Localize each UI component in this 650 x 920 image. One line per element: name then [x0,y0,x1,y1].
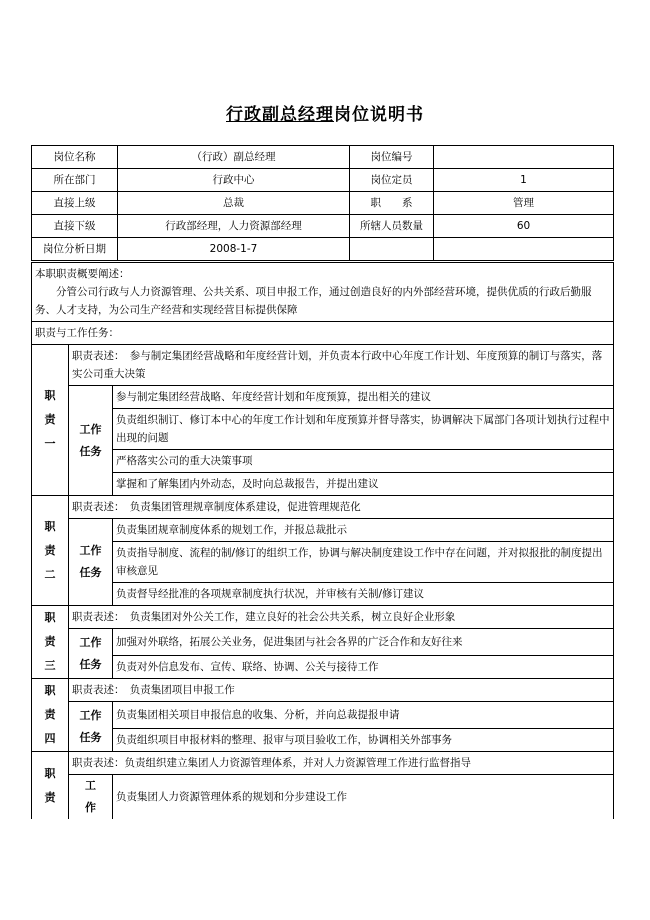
task-item: 掌握和了解集团内外动态，及时向总裁报告，并提出建议 [113,473,614,496]
task-item: 负责集团相关项目申报信息的收集、分析，并向总裁提报申请 [113,702,614,729]
task-row [32,629,614,656]
task-row [32,656,614,679]
info-value: （行政）副总经理 [118,146,350,169]
duty-label: 职 责 四 [32,679,69,752]
page-title [0,100,650,125]
basic-info-table [31,145,614,261]
task-label: 工作 任务 [69,386,113,496]
duty-description: 职责表述： 负责集团对外公关工作，建立良好的社会公共关系，树立良好企业形象 [69,606,614,629]
duty-desc-row [32,679,614,702]
task-row [32,519,614,542]
info-empty [434,238,614,261]
info-label: 所辖人员数量 [350,215,434,238]
task-item: 负责组织项目申报材料的整理、报审与项目验收工作，协调相关外部事务 [113,729,614,752]
duties-heading-row [32,322,614,345]
info-label: 直接上级 [32,192,118,215]
task-label: 工 作 [69,775,113,820]
task-row [32,729,614,752]
task-row [32,542,614,583]
duty-desc-row [32,496,614,519]
task-item: 参与制定集团经营战略、年度经营计划和年度预算，提出相关的建议 [113,386,614,409]
duty-label: 职 责 一 [32,345,69,496]
duty-desc-row [32,345,614,386]
info-empty [350,238,434,261]
info-value: 行政中心 [118,169,350,192]
info-value: 60 [434,215,614,238]
task-row [32,702,614,729]
info-label: 职 系 [350,192,434,215]
duty-description: 职责表述： 参与制定集团经营战略和年度经营计划，并负责本行政中心年度工作计划、年度预算的制订与落实，落实公司重大决策 [69,345,614,386]
info-label: 岗位名称 [32,146,118,169]
summary-row [32,263,614,322]
task-row [32,583,614,606]
duty-desc-row [32,752,614,775]
task-item: 负责对外信息发布、宣传、联络、协调、公关与接待工作 [113,656,614,679]
task-label: 工作 任务 [69,702,113,752]
info-row [32,215,614,238]
task-row [32,775,614,820]
task-row [32,450,614,473]
duty-label: 职 责 二 [32,496,69,606]
info-value: 1 [434,169,614,192]
task-item: 严格落实公司的重大决策事项 [113,450,614,473]
task-item: 负责指导制度、流程的制/修订的组织工作，协调与解决制度建设工作中存在问题，并对拟报批的制度提出审核意见 [113,542,614,583]
task-row [32,473,614,496]
info-label: 直接下级 [32,215,118,238]
task-label: 工作 任务 [69,629,113,679]
task-row [32,386,614,409]
duty-description: 职责表述：负责组织建立集团人力资源管理体系，并对人力资源管理工作进行监督指导 [69,752,614,775]
info-row [32,238,614,261]
duty-description: 职责表述： 负责集团管理规章制度体系建设，促进管理规范化 [69,496,614,519]
task-item: 负责督导经批准的各项规章制度执行状况，并审核有关制/修订建议 [113,583,614,606]
duty-label: 职 责 [32,752,69,820]
info-row [32,192,614,215]
summary-heading: 本职职责概要阐述： [35,268,130,280]
duty-desc-row [32,606,614,629]
info-row [32,146,614,169]
task-label: 工作 任务 [69,519,113,606]
duty-label: 职 责 三 [32,606,69,679]
info-value: 2008-1-7 [118,238,350,261]
info-value: 总裁 [118,192,350,215]
info-label: 所在部门 [32,169,118,192]
task-item: 负责集团人力资源管理体系的规划和分步建设工作 [113,775,614,820]
info-value: 管理 [434,192,614,215]
task-item: 负责组织制订、修订本中心的年度工作计划和年度预算并督导落实，协调解决下属部门各项计划执行过程中出现的问题 [113,409,614,450]
task-row [32,409,614,450]
duty-description: 职责表述： 负责集团项目申报工作 [69,679,614,702]
info-value [434,146,614,169]
info-row [32,169,614,192]
info-label: 岗位定员 [350,169,434,192]
info-value: 行政部经理，人力资源部经理 [118,215,350,238]
task-item: 负责集团规章制度体系的规划工作，并报总裁批示 [113,519,614,542]
duties-table [31,262,614,819]
info-label: 岗位分析日期 [32,238,118,261]
title-rest: 岗位说明书 [334,105,424,125]
title-underlined: 行政副总经理 [226,105,334,125]
task-item: 加强对外联络，拓展公关业务，促进集团与社会各界的广泛合作和友好往来 [113,629,614,656]
duties-heading: 职责与工作任务： [32,322,614,345]
info-label: 岗位编号 [350,146,434,169]
summary-text: 分管公司行政与人力资源管理、公共关系、项目申报工作，通过创造良好的内外部经营环境，提供优质的行政后勤服务、人才支持，为公司生产经营和实现经营目标提供保障 [35,286,592,316]
summary-cell [32,263,614,322]
